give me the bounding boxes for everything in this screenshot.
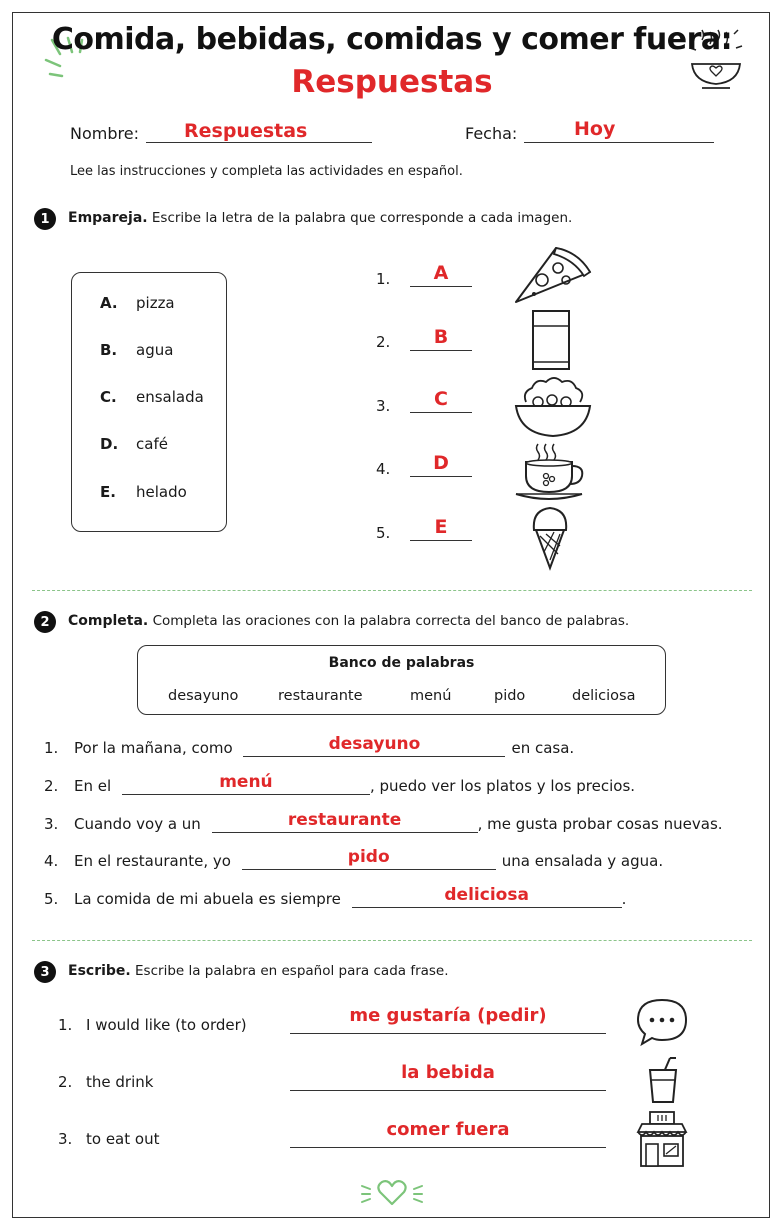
translation-prompt: 1. I would like (to order) — [58, 1016, 247, 1034]
option-item: B. agua — [100, 341, 174, 359]
section2-header — [68, 613, 629, 629]
translation-prompt: 3. to eat out — [58, 1130, 160, 1148]
coffee-cup-icon — [512, 442, 588, 504]
salad-bowl-icon — [512, 378, 594, 438]
bank-word: pido — [494, 688, 526, 704]
section3-header — [68, 963, 449, 979]
sentence-answer-field[interactable]: restaurante — [212, 810, 478, 833]
name-value: Respuestas — [184, 120, 308, 142]
section1-instruction: Escribe la letra de la palabra que corresponde a cada imagen. — [151, 210, 573, 226]
name-field[interactable] — [146, 118, 372, 143]
match-answer-field[interactable]: A — [410, 262, 472, 287]
date-value: Hoy — [574, 118, 616, 140]
section3-instruction: Escribe la palabra en español para cada frase. — [135, 963, 449, 979]
instructions-text: Lee las instrucciones y completa las actividades en español. — [70, 164, 463, 179]
word-bank-title: Banco de palabras — [328, 655, 475, 671]
section-divider — [32, 940, 752, 941]
water-glass-icon — [530, 308, 572, 374]
name-label: Nombre: — [70, 124, 139, 143]
restaurant-storefront-icon — [636, 1110, 688, 1168]
sentence-row: 2. En el menú , puedo ver los platos y los precios. — [44, 772, 636, 795]
section-number-badge: 2 — [34, 611, 56, 633]
sentence-answer-field[interactable]: deliciosa — [352, 885, 622, 908]
section-number-badge: 3 — [34, 961, 56, 983]
section1-heading: Empareja. — [68, 210, 148, 226]
sentence-row: 3. Cuando voy a un restaurante , me gusta probar cosas nuevas. — [44, 810, 723, 833]
section2-heading: Completa. — [68, 613, 149, 629]
section2-instruction: Completa las oraciones con la palabra correcta del banco de palabras. — [152, 613, 630, 629]
option-item: A. pizza — [100, 294, 175, 312]
section3-heading: Escribe. — [68, 963, 131, 979]
match-answer-field[interactable]: D — [410, 452, 472, 477]
translation-prompt: 2. the drink — [58, 1073, 154, 1091]
section1-header — [68, 210, 572, 226]
page-title: Comida, bebidas, comidas y comer fuera: — [51, 22, 733, 57]
date-field[interactable] — [524, 118, 714, 143]
option-item: C. ensalada — [100, 388, 204, 406]
heart-icon — [360, 1178, 424, 1208]
bank-word: restaurante — [278, 688, 363, 704]
sentence-answer-field[interactable]: pido — [242, 847, 496, 870]
date-label: Fecha: — [465, 124, 518, 143]
match-number: 5. — [376, 524, 391, 542]
pizza-slice-icon — [512, 242, 594, 306]
match-number: 4. — [376, 460, 391, 478]
sentence-row: 1. Por la mañana, como desayuno en casa. — [44, 734, 575, 757]
sentence-row: 4. En el restaurante, yo pido una ensalada y agua. — [44, 847, 664, 870]
bank-word: menú — [410, 688, 452, 704]
option-item: D. café — [100, 435, 168, 453]
translation-answer-field[interactable]: me gustaría (pedir) — [290, 1003, 606, 1034]
bank-word: deliciosa — [572, 688, 636, 704]
bank-word: desayuno — [168, 688, 239, 704]
section-number-badge: 1 — [34, 208, 56, 230]
match-number: 2. — [376, 333, 391, 351]
option-item: E. helado — [100, 483, 187, 501]
section-divider — [32, 590, 752, 591]
sentence-answer-field[interactable]: menú — [122, 772, 370, 795]
match-answer-field[interactable]: C — [410, 388, 472, 413]
ice-cream-cone-icon — [530, 506, 570, 572]
match-answer-field[interactable]: E — [410, 516, 472, 541]
match-answer-field[interactable]: B — [410, 326, 472, 351]
translation-answer-field[interactable]: comer fuera — [290, 1117, 606, 1148]
drink-straw-icon — [646, 1056, 680, 1104]
page-subtitle: Respuestas — [291, 64, 493, 100]
sentence-row: 5. La comida de mi abuela es siempre deliciosa . — [44, 885, 627, 908]
match-number: 1. — [376, 270, 391, 288]
word-bank-box — [137, 645, 666, 715]
match-number: 3. — [376, 397, 391, 415]
translation-answer-field[interactable]: la bebida — [290, 1060, 606, 1091]
speech-bubble-icon — [636, 998, 688, 1046]
sentence-answer-field[interactable]: desayuno — [243, 734, 505, 757]
